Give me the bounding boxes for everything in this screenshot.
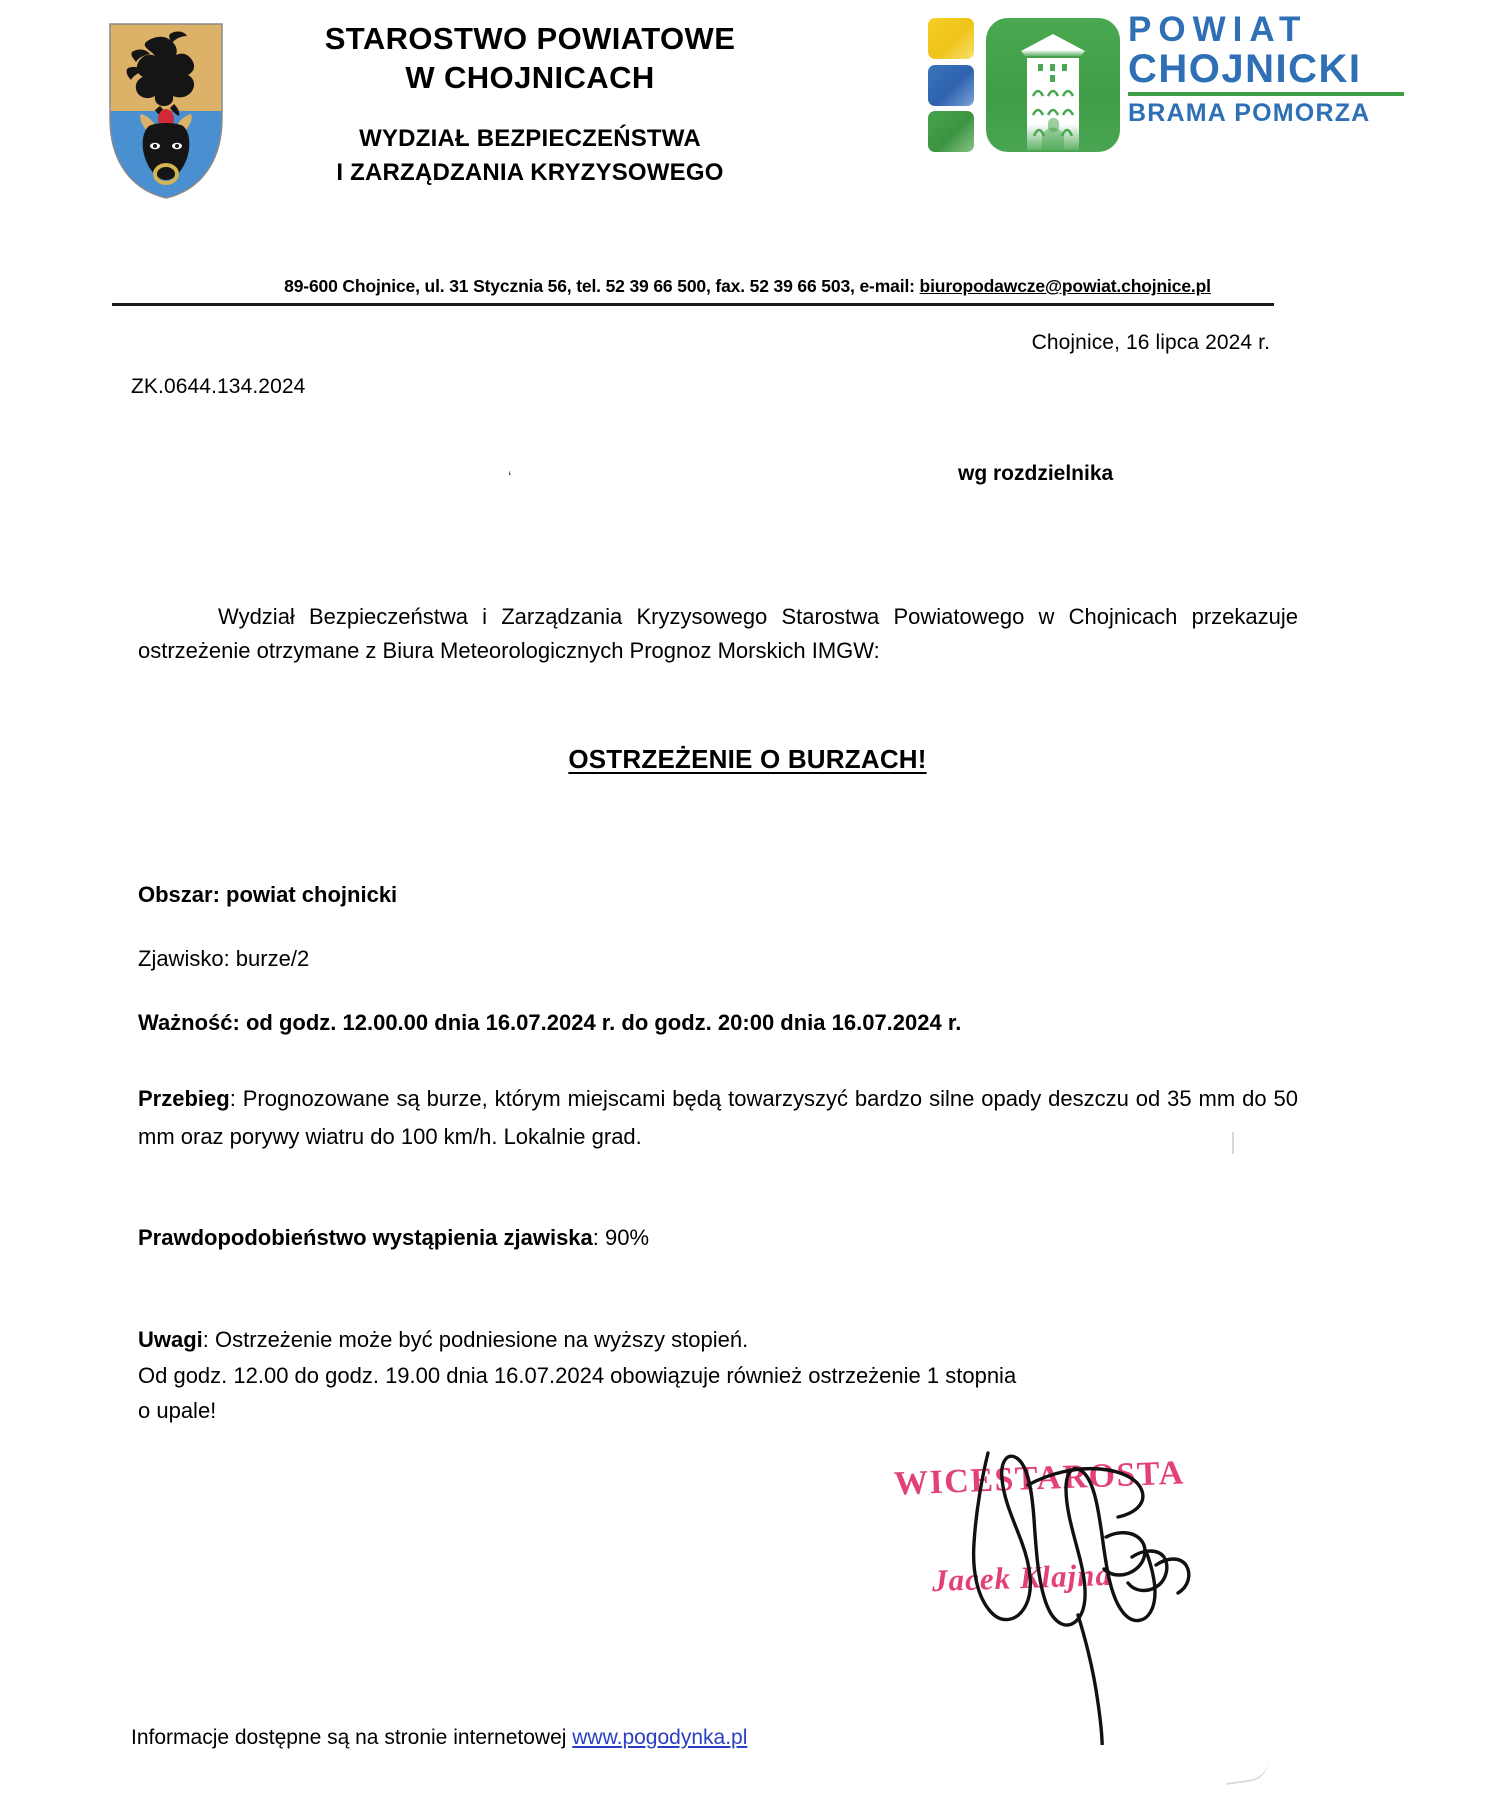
coat-of-arms-chojnice — [108, 22, 224, 200]
coat-of-arms-icon — [108, 22, 224, 200]
field-course-label: Przebieg — [138, 1086, 230, 1111]
signature-block — [880, 1430, 1300, 1760]
field-remarks-line-1 — [138, 1322, 1298, 1358]
field-validity-value: od godz. 12.00.00 dnia 16.07.2024 r. do godz. 20:00 dnia 16.07.2024 r. — [239, 1010, 962, 1035]
logo-word-powiat: POWIAT — [1128, 10, 1308, 49]
stamp-name: Jacek Klajna — [931, 1556, 1113, 1599]
logo-word-chojnicki: CHOJNICKI — [1128, 46, 1362, 91]
warning-title-text: OSTRZEŻENIE O BURZACH! — [568, 744, 927, 774]
field-remarks-line-3: o upale! — [138, 1398, 217, 1424]
org-name-line-1: STAROSTWO POWIATOWE — [324, 21, 736, 56]
intro-paragraph: Wydział Bezpieczeństwa i Zarządzania Kryzysowego Starostwa Powiatowego w Chojnicach przekazuje ostrzeżenie otrzymane z Biura Meteorologicznych Prognoz Morskich IMGW: — [138, 604, 1298, 664]
contact-line — [0, 276, 1495, 297]
department-line-1: WYDZIAŁ BEZPIECZEŃSTWA — [359, 124, 701, 152]
recipient-label: wg rozdzielnika — [958, 462, 1114, 485]
stray-ink-mark: ʻ — [508, 470, 512, 487]
field-course-value: : Prognozowane są burze, którym miejscami będą towarzyszyć bardzo silne opady deszczu od 35 mm do 50 mm oraz porywy wiatru do 100 km/h. Lokalnie grad. — [138, 1086, 1298, 1149]
department-line-2: I ZARZĄDZANIA KRYZYSOWEGO — [336, 159, 724, 187]
field-probability-value: : 90% — [592, 1225, 650, 1250]
contact-email-link[interactable]: biuropodawcze@powiat.chojnice.pl — [919, 276, 1211, 296]
scan-artifact-mark-2 — [1224, 1759, 1270, 1785]
field-remarks-text-1: : Ostrzeżenie może być podniesione na wyższy stopień. — [202, 1327, 749, 1352]
warning-title — [0, 744, 1495, 775]
field-area-value: powiat chojnicki — [219, 882, 398, 907]
field-phenomenon-label: Zjawisko: — [138, 946, 230, 971]
gate-tower-icon — [986, 18, 1120, 152]
reference-number: ZK.0644.134.2024 — [131, 375, 306, 398]
logo-color-squares — [928, 18, 974, 152]
logo-square-blue — [928, 65, 974, 106]
pogodynka-link[interactable]: www.pogodynka.pl — [572, 1726, 748, 1749]
field-course — [138, 1080, 1298, 1156]
org-name-line-2: W CHOJNICACH — [405, 59, 655, 95]
place-and-date: Chojnice, 16 lipca 2024 r. — [1031, 331, 1270, 354]
powiat-chojnicki-logo — [928, 12, 1408, 152]
field-phenomenon — [138, 942, 1298, 975]
organisation-title — [250, 20, 810, 191]
field-remarks-label: Uwagi — [138, 1327, 203, 1352]
field-area — [138, 878, 1298, 911]
logo-wordmark — [1128, 12, 1408, 127]
stamp-title: WICESTAROSTA — [893, 1454, 1186, 1503]
logo-tagline: BRAMA POMORZA — [1128, 98, 1371, 127]
field-area-label: Obszar: — [138, 882, 220, 907]
footer-note — [131, 1726, 747, 1750]
letterhead — [0, 0, 1495, 296]
logo-square-green — [928, 111, 974, 152]
logo-divider — [1128, 92, 1404, 96]
contact-address-text: 89-600 Chojnice, ul. 31 Stycznia 56, tel. 52 39 66 500, fax. 52 39 66 503, e-mail: — [284, 276, 920, 296]
field-probability-label: Prawdopodobieństwo wystąpienia zjawiska — [138, 1225, 593, 1250]
logo-square-yellow — [928, 18, 974, 59]
field-validity — [138, 1006, 1298, 1039]
field-remarks — [138, 1322, 1298, 1429]
field-remarks-line-2: Od godz. 12.00 do godz. 19.00 dnia 16.07.2024 obowiązuje również ostrzeżenie 1 stopnia — [138, 1362, 1017, 1388]
footer-text: Informacje dostępne są na stronie internetowej — [131, 1726, 573, 1749]
logo-tower-emblem — [986, 18, 1120, 152]
field-probability — [138, 1221, 1298, 1254]
field-phenomenon-value: burze/2 — [229, 946, 310, 971]
scan-artifact-mark-1 — [1232, 1132, 1234, 1154]
header-divider — [112, 303, 1274, 306]
field-validity-label: Ważność: — [138, 1010, 240, 1035]
